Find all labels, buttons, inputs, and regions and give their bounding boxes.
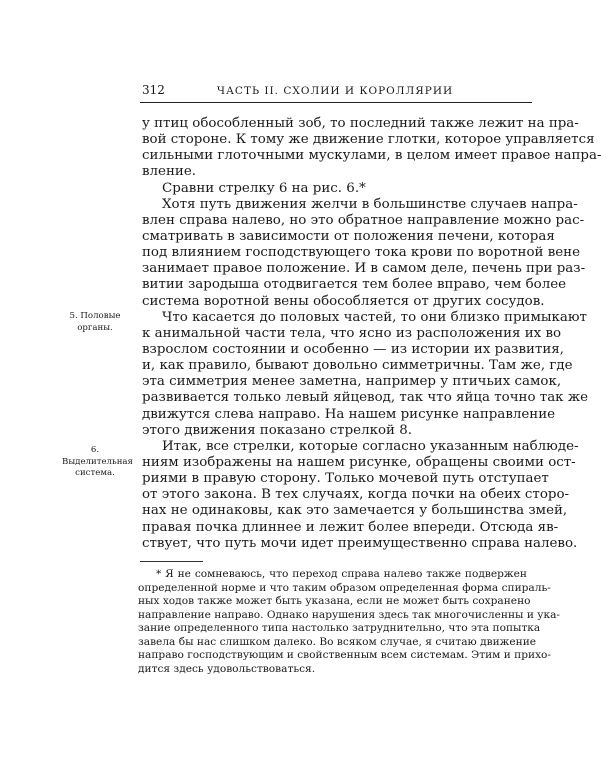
text-line: к анимальной части тела, что ясно из расположения их во bbox=[142, 325, 562, 341]
text-line: под влиянием господствующего тока крови по воротной вене bbox=[142, 245, 581, 261]
footnote-line: направо господствующим и свойственным всем системам. Этим и прихо- bbox=[138, 649, 552, 661]
footnote-line: завела бы нас слишком далеко. Во всяком случае, я считаю движение bbox=[138, 635, 537, 648]
running-title: ЧАСТЬ II. СХОЛИИ И КОРОЛЛЯРИИ bbox=[216, 85, 454, 97]
text-line: вление. bbox=[142, 164, 197, 180]
text-line: эта симметрия менее заметна, например у птичьих самок, bbox=[142, 374, 562, 390]
text-line: риями в правую сторону. Только мочевой путь отступает bbox=[142, 471, 549, 487]
footnote bbox=[138, 568, 561, 676]
text-line: витии зародыша отодвигается тем более вправо, чем более bbox=[142, 277, 567, 293]
text-line: система воротной вены обособляется от других сосудов. bbox=[142, 293, 545, 309]
footnote-line: определенной норме и что таким образом определенная форма спираль- bbox=[138, 581, 551, 594]
body-text bbox=[142, 116, 601, 552]
text-line: влен справа налево, но это обратное направление можно рас- bbox=[142, 212, 585, 228]
footnote-line: ных ходов также может быть указана, если не может быть сохранено bbox=[138, 595, 531, 607]
paragraph bbox=[142, 196, 586, 310]
text-line: нах не одинаковы, как это замечается у большинства змей, bbox=[142, 503, 568, 519]
text-line: сматривать в зависимости от положения печени, которая bbox=[142, 228, 555, 244]
text-line: ствует, что путь мочи идет преимущественно справа налево. bbox=[142, 535, 578, 551]
text-line: взрослом состоянии и особенно — из истории их развития, bbox=[142, 341, 564, 357]
margin-note-excretory-system: 6. Выделительная система. bbox=[62, 445, 133, 478]
page-number: 312 bbox=[142, 83, 165, 97]
margin-note-reproductive-organs: 5. Половые органы. bbox=[69, 311, 121, 333]
text-line: ниям изображены на нашем рисунке, обращены своими ост- bbox=[142, 454, 576, 470]
text-line: Итак, все стрелки, которые согласно указанным наблюде- bbox=[162, 438, 579, 454]
text-line: Хотя путь движения желчи в большинстве случаев напра- bbox=[162, 196, 578, 212]
text-line: движутся слева направо. На нашем рисунке направление bbox=[142, 406, 556, 422]
footnote-line: дится здесь удовольствоваться. bbox=[138, 662, 316, 675]
paragraph bbox=[142, 116, 601, 181]
header-rule bbox=[140, 102, 532, 103]
text-line: правая почка длиннее и лежит более впереди. Отсюда яв- bbox=[142, 519, 559, 535]
text-line: сильными глоточными мускулами, в целом имеет правое напра- bbox=[142, 148, 601, 164]
text-line: у птиц обособленный зоб, то последний также лежит на пра- bbox=[142, 116, 579, 131]
text-line: развивается только левый яйцевод, так что яйца точно так же bbox=[142, 390, 589, 406]
text-line: Что касается до половых частей, то они близко примыкают bbox=[162, 309, 587, 325]
text-line: от этого закона. В тех случаях, когда почки на обеих сторо- bbox=[142, 487, 570, 503]
text-line: занимает правое положение. И в самом деле, печень при раз- bbox=[142, 261, 586, 277]
footnote-line: направление направо. Однако нарушения здесь так многочисленны и ука- bbox=[138, 608, 561, 621]
text-line: Сравни стрелку 6 на рис. 6.* bbox=[162, 180, 366, 196]
footnote-line: зание определенного типа настолько затруднительно, что эта попытка bbox=[138, 622, 541, 634]
footnote-line: * Я не сомневаюсь, что переход справа налево также подвержен bbox=[156, 568, 527, 580]
text-line: этого движения показано стрелкой 8. bbox=[142, 422, 412, 438]
paragraph bbox=[142, 438, 579, 552]
paragraph bbox=[142, 309, 589, 439]
footnote-rule bbox=[140, 561, 203, 562]
text-line: и, как правило, бывают довольно симметричны. Там же, где bbox=[142, 358, 573, 374]
text-line: вой стороне. К тому же движение глотки, которое управляется bbox=[142, 132, 595, 148]
paragraph bbox=[142, 181, 528, 197]
